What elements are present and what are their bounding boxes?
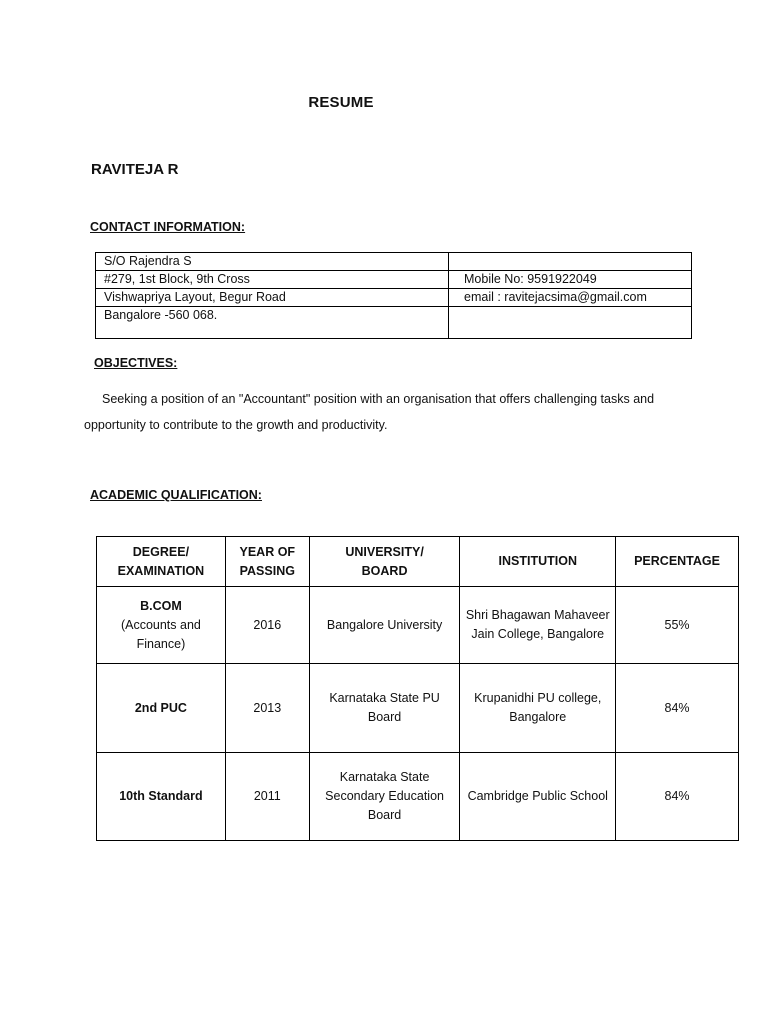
contact-address-cell: S/O Rajendra S bbox=[96, 253, 449, 271]
institution-cell: Cambridge Public School bbox=[460, 753, 616, 841]
header-line: INSTITUTION bbox=[498, 554, 577, 568]
header-percentage bbox=[616, 537, 739, 587]
header-institution bbox=[460, 537, 616, 587]
table-row bbox=[97, 664, 739, 753]
header-line: PERCENTAGE bbox=[634, 554, 720, 568]
header-university bbox=[309, 537, 460, 587]
contact-email: email : ravitejacsima@gmail.com bbox=[449, 289, 692, 307]
degree-cell bbox=[97, 753, 226, 841]
percentage-cell: 55% bbox=[616, 587, 739, 664]
contact-heading: CONTACT INFORMATION: bbox=[90, 220, 246, 234]
header-line: EXAMINATION bbox=[117, 563, 205, 578]
header-line: BOARD bbox=[361, 563, 408, 578]
academic-heading: ACADEMIC QUALIFICATION: bbox=[90, 488, 262, 502]
board-cell: Karnataka State PU Board bbox=[309, 664, 460, 753]
institution-cell: Krupanidhi PU college, Bangalore bbox=[460, 664, 616, 753]
degree-cell bbox=[97, 664, 226, 753]
academic-table bbox=[96, 536, 739, 841]
header-line: UNIVERSITY/ bbox=[345, 544, 424, 559]
degree-subtitle: (Accounts and Finance) bbox=[120, 617, 201, 651]
year-cell: 2016 bbox=[225, 587, 309, 664]
objectives-text: Seeking a position of an "Accountant" position with an organisation that offers challenging tasks and opportunity to contribute to the growth and productivity. bbox=[84, 392, 655, 432]
contact-row bbox=[96, 289, 692, 307]
table-row bbox=[97, 753, 739, 841]
objectives-heading: OBJECTIVES: bbox=[94, 356, 178, 370]
contact-row bbox=[96, 271, 692, 289]
board-cell: Bangalore University bbox=[309, 587, 460, 664]
contact-detail-cell bbox=[449, 307, 692, 339]
contact-row bbox=[96, 307, 692, 339]
candidate-name: RAVITEJA R bbox=[91, 161, 179, 178]
contact-row bbox=[96, 253, 692, 271]
header-line: YEAR OF bbox=[239, 544, 296, 559]
percentage-cell: 84% bbox=[616, 664, 739, 753]
contact-address-cell: #279, 1st Block, 9th Cross bbox=[96, 271, 449, 289]
academic-header-row bbox=[97, 537, 739, 587]
institution-cell: Shri Bhagawan Mahaveer Jain College, Bangalore bbox=[460, 587, 616, 664]
contact-address-cell: Bangalore -560 068. bbox=[96, 307, 449, 339]
header-line: PASSING bbox=[239, 563, 295, 578]
document-title: RESUME bbox=[308, 94, 374, 111]
header-degree bbox=[97, 537, 226, 587]
degree-name: 2nd PUC bbox=[134, 700, 187, 715]
year-cell: 2011 bbox=[225, 753, 309, 841]
board-cell: Karnataka State Secondary Education Board bbox=[309, 753, 460, 841]
contact-detail-cell bbox=[449, 253, 692, 271]
contact-table bbox=[95, 252, 692, 339]
header-line: DEGREE/ bbox=[132, 544, 190, 559]
degree-name: B.COM bbox=[140, 598, 182, 613]
header-year bbox=[225, 537, 309, 587]
year-cell: 2013 bbox=[225, 664, 309, 753]
degree-cell bbox=[97, 587, 226, 664]
table-row bbox=[97, 587, 739, 664]
contact-address-cell: Vishwapriya Layout, Begur Road bbox=[96, 289, 449, 307]
percentage-cell: 84% bbox=[616, 753, 739, 841]
degree-name: 10th Standard bbox=[119, 789, 203, 803]
contact-mobile: Mobile No: 9591922049 bbox=[449, 271, 692, 289]
